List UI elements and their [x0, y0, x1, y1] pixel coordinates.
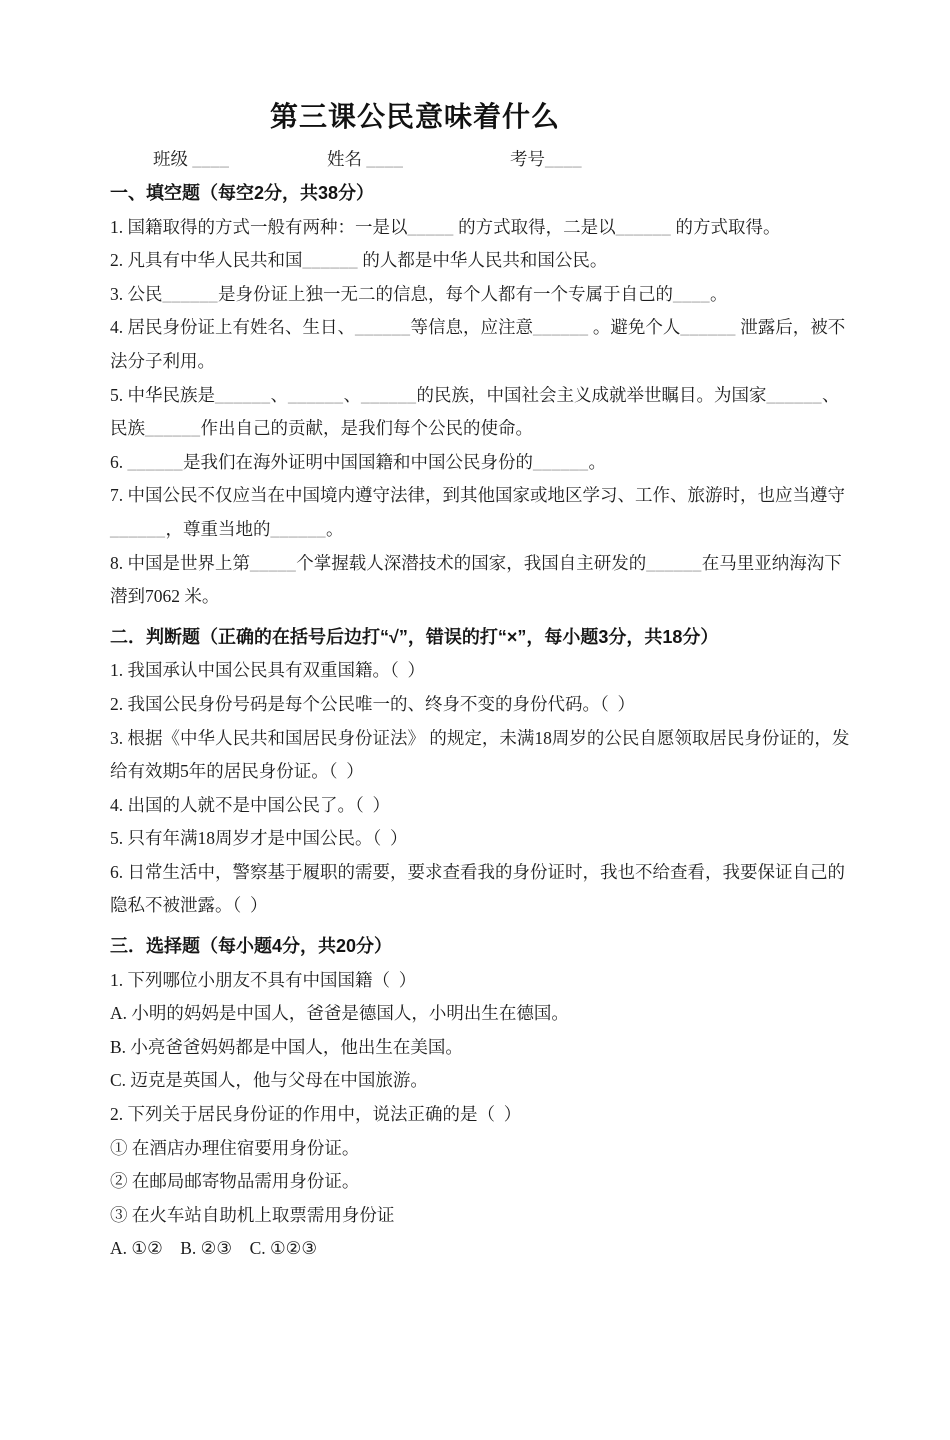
- answer-blank: ______: [646, 552, 702, 573]
- choice-statement: ② 在邮局邮寄物品需用身份证。: [110, 1171, 360, 1192]
- answer-blank: ______: [288, 384, 344, 405]
- answer-blank: ______: [615, 216, 672, 237]
- fill-blank-question: 5. 中华民族是______、______、______的民族，中国社会主义成就举世瞩目。为国家______、民族______作出自己的贡献，是我们每个公民的使命。: [110, 384, 840, 439]
- choice-option: A. 小明的妈妈是中国人，爸爸是德国人，小明出生在德国。: [110, 1003, 569, 1024]
- fill-blank-question: 4. 居民身份证上有姓名、生日、______等信息，应注意______ 。避免个人______ 泄露后，被不法分子利用。: [110, 317, 846, 371]
- choice-question: 2. 下列关于居民身份证的作用中，说法正确的是（ ）: [110, 1104, 522, 1125]
- section-heading-true-false: 二．判断题（正确的在括号后边打“√”，错误的打“×”，每小题3分，共18分）: [110, 626, 719, 647]
- worksheet-body: [0, 177, 950, 1266]
- judgment-question: 4. 出国的人就不是中国公民了。（ ）: [110, 794, 390, 815]
- judgment-question: 5. 只有年满18周岁才是中国公民。（ ）: [110, 828, 408, 849]
- section-heading-fill-blanks: 一、填空题（每空2分，共38分）: [110, 183, 375, 203]
- answer-blank: ____: [545, 149, 582, 169]
- student-info-row: [0, 141, 950, 177]
- fill-blank-question: 7. 中国公民不仅应当在中国境内遵守法律，到其他国家或地区学习、工作、旅游时，也应当遵守______，尊重当地的______。: [110, 485, 845, 539]
- answer-blank: ______: [680, 317, 736, 338]
- worksheet-page: [0, 96, 950, 1440]
- choice-answer-options: A. ①② B. ②③ C. ①②③: [110, 1238, 318, 1259]
- fill-blank-question: 6. ______是我们在海外证明中国国籍和中国公民身份的______。: [110, 451, 606, 472]
- section-heading-multiple-choice: 三．选择题（每小题4分，共20分）: [110, 936, 393, 957]
- answer-blank: ______: [302, 250, 358, 271]
- answer-blank: _____: [407, 216, 454, 237]
- answer-blank: ______: [215, 384, 271, 405]
- answer-blank: ____: [673, 283, 710, 304]
- answer-blank: ______: [361, 384, 417, 405]
- fill-blank-question: 2. 凡具有中华人民共和国______ 的人都是中华人民共和国公民。: [110, 250, 608, 271]
- judgment-question: 6. 日常生活中，警察基于履职的需要，要求查看我的身份证时，我也不给查看，我要保证自己的隐私不被泄露。（ ）: [110, 861, 845, 916]
- judgment-question: 1. 我国承认中国公民具有双重国籍。（ ）: [110, 660, 425, 681]
- answer-blank: ______: [355, 317, 411, 338]
- answer-blank: ______: [766, 384, 822, 405]
- answer-blank: ______: [533, 317, 589, 338]
- choice-statement: ① 在酒店办理住宿要用身份证。: [110, 1137, 360, 1158]
- choice-question: 1. 下列哪位小朋友不具有中国国籍（ ）: [110, 969, 417, 990]
- fill-blank-question: 3. 公民______是身份证上独一无二的信息，每个人都有一个专属于自己的____。: [110, 283, 728, 304]
- choice-statement: ③ 在火车站自助机上取票需用身份证: [110, 1204, 395, 1225]
- fill-blank-question: 1. 国籍取得的方式一般有两种：一是以_____ 的方式取得，二是以______ 的方式取得。: [110, 216, 781, 237]
- answer-blank: ______: [145, 418, 201, 439]
- answer-blank: ______: [127, 451, 183, 472]
- choice-option: B. 小亮爸爸妈妈都是中国人，他出生在美国。: [110, 1036, 463, 1057]
- choice-option: C. 迈克是英国人，他与父母在中国旅游。: [110, 1070, 428, 1091]
- exam-number-field: 考号____: [510, 149, 582, 169]
- answer-blank: ____: [192, 149, 230, 169]
- answer-blank: ______: [110, 518, 166, 539]
- answer-blank: ____: [366, 149, 404, 169]
- answer-blank: ______: [533, 451, 589, 472]
- class-field: 班级 ____: [153, 149, 230, 169]
- answer-blank: ______: [162, 283, 218, 304]
- judgment-question: 3. 根据《中华人民共和国居民身份证法》 的规定，未满18周岁的公民自愿领取居民身份证的，发给有效期5年的居民身份证。（ ）: [110, 727, 850, 782]
- answer-blank: ______: [270, 518, 326, 539]
- judgment-question: 2. 我国公民身份号码是每个公民唯一的、终身不变的身份代码。（ ）: [110, 693, 635, 714]
- page-title: 第三课公民意味着什么: [269, 101, 560, 132]
- fill-blank-question: 8. 中国是世界上第_____个掌握载人深潜技术的国家，我国自主研发的______在马里亚纳海沟下潜到7062 米。: [110, 552, 842, 607]
- student-name-field: 姓名 ____: [327, 149, 404, 169]
- answer-blank: _____: [250, 552, 297, 573]
